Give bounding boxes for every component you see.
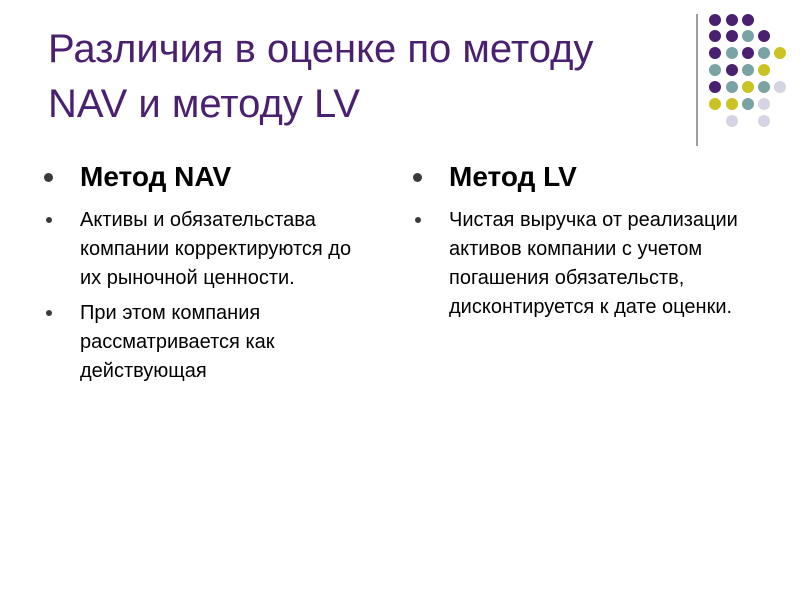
decor-dot (726, 30, 738, 42)
lv-method-heading-text: Метод LV (449, 161, 577, 192)
decor-dot (758, 64, 770, 76)
decor-dot (726, 14, 738, 26)
bullet-dot-icon (46, 217, 52, 223)
nav-method-point (44, 206, 374, 293)
decor-dot (758, 98, 770, 110)
decor-dot (742, 64, 754, 76)
decor-dot (709, 14, 721, 26)
decor-dot (742, 98, 754, 110)
lv-method-list (413, 160, 743, 322)
decor-dot (709, 98, 721, 110)
nav-method-column (44, 160, 374, 392)
nav-method-point (44, 299, 374, 386)
decor-dot (709, 64, 721, 76)
decor-dot (726, 81, 738, 93)
nav-method-list (44, 160, 374, 386)
decor-dot (758, 47, 770, 59)
bullet-dot-icon (415, 217, 421, 223)
bullet-dot-icon (44, 173, 53, 182)
decor-dot (758, 115, 770, 127)
nav-method-point-text: При этом компания рассматривается как действующая (80, 302, 275, 382)
decor-dot (742, 81, 754, 93)
bullet-dot-icon (46, 310, 52, 316)
decor-dot (709, 30, 721, 42)
decor-dot (726, 115, 738, 127)
nav-method-heading (44, 160, 374, 194)
nav-method-heading-text: Метод NAV (80, 161, 232, 192)
decor-dot (774, 81, 786, 93)
decor-dot (774, 47, 786, 59)
decor-dot (742, 14, 754, 26)
lv-method-point (413, 206, 743, 322)
lv-method-heading (413, 160, 743, 194)
decor-dot (742, 30, 754, 42)
decor-dot (742, 47, 754, 59)
nav-method-point-text: Активы и обязательстава компании корректируются до их рыночной ценности. (80, 209, 352, 289)
lv-method-point-text: Чистая выручка от реализации активов компании с учетом погашения обязательств, дисконтируется к дате оценки. (449, 209, 738, 318)
decor-dot (726, 64, 738, 76)
slide-title: Различия в оценке по методу NAV и методу LV (48, 27, 594, 126)
decor-dot (758, 30, 770, 42)
decor-dot (726, 47, 738, 59)
decor-dot (709, 47, 721, 59)
decor-dot (709, 81, 721, 93)
decor-dot (726, 98, 738, 110)
lv-method-column (413, 160, 743, 328)
bullet-dot-icon (413, 173, 422, 182)
decor-dot (758, 81, 770, 93)
